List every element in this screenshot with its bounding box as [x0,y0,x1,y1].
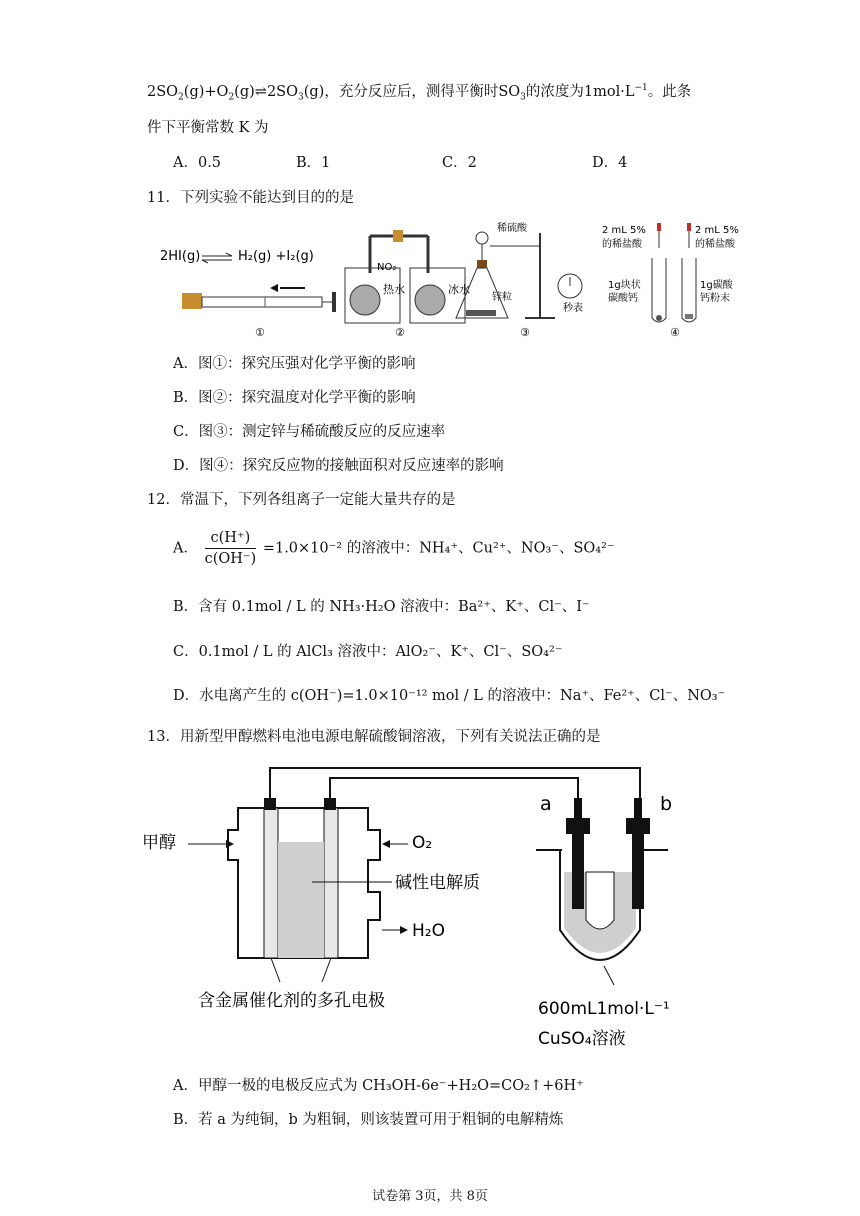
q12-option-a[interactable]: A． $\frac{c(H^+)}{c(OH^-)}$ =1.0×10⁻² 的溶液中：NH₄⁺、Cu²⁺、NO₃⁻、SO₄²⁻ [173,530,615,567]
electrode-label: 含金属催化剂的多孔电极 [198,991,385,1011]
fig4-hcl-a2: 的稀盐酸 [602,239,642,250]
q13-option-a[interactable]: A．甲醇一极的电极反应式为 CH₃OH-6e⁻+H₂O=CO₂↑+6H⁺ [173,1078,584,1094]
q11-option-a[interactable]: A．图①：探究压强对化学平衡的影响 [173,356,416,372]
fig3-zinc-acid [456,221,583,339]
q10-option-d[interactable]: D．4 [592,155,628,171]
o2-label: O₂ [412,833,433,853]
electrolyte-label: 碱性电解质 [395,873,480,893]
q10-option-c[interactable]: C．2 [442,155,477,171]
q10-option-b[interactable]: B．1 [296,155,331,171]
fig4-test-tubes [602,223,739,339]
fig4-powder-label2: 钙粉末 [700,293,730,304]
q10-line2: 件下平衡常数 K 为 [147,120,269,136]
fig2-number: ② [395,326,405,339]
fig2-no2-label: NO₂ [377,262,397,273]
fig1-syringe [160,249,336,339]
q11-option-b[interactable]: B．图②：探究温度对化学平衡的影响 [173,390,416,406]
q11-option-c[interactable]: C．图③：测定锌与稀硫酸反应的反应速率 [173,424,446,440]
fig3-acid-label: 稀硫酸 [497,223,527,234]
q13-figure [140,760,740,1060]
fig4-block-label: 1g块状 [608,280,641,291]
fig2-ice-water: 冰水 [448,283,470,296]
fig3-zinc-label: 锌粒 [492,292,512,303]
fig2-hot-water: 热水 [383,283,405,296]
q12-stem: 12．常温下，下列各组离子一定能大量共存的是 [147,492,456,508]
fig4-hcl-b2: 的稀盐酸 [695,239,735,250]
q12-a-fraction: $\frac{c(H^+)}{c(OH^-)}$ [204,530,257,567]
q11-figure [140,218,760,343]
q12-option-d[interactable]: D．水电离产生的 c(OH⁻)=1.0×10⁻¹² mol / L 的溶液中：Na⁺、Fe²⁺、Cl⁻、NO₃⁻ [173,688,726,704]
fig4-block-label2: 碳酸钙 [608,293,638,304]
solution-label-2: CuSO₄溶液 [538,1029,626,1049]
q11-stem: 11．下列实验不能达到目的的是 [147,190,354,206]
h2o-label: H₂O [412,921,445,941]
fig2-no2-flasks [345,230,470,339]
solution-label-1: 600mL1mol·L⁻¹ [538,999,670,1019]
q10-equation-line: $2SO_2(g)+O_2(g)\rightleftharpoons 2SO_3(g)$，充分反应后，测得平衡时$SO_3$的浓度为$1mol\cdot L^{-1}$。此条 [147,83,692,103]
q13-option-b[interactable]: B．若 a 为纯铜，b 为粗铜，则该装置可用于粗铜的电解精炼 [173,1112,564,1128]
page-footer: 试卷第 3页，共 8页 [372,1189,488,1204]
fig3-number: ③ [520,326,530,339]
methanol-label: 甲醇 [142,833,176,853]
fig1-eq-right: H₂(g) +I₂(g) [238,249,314,264]
q11-option-d[interactable]: D．图④：探究反应物的接触面积对反应速率的影响 [173,458,504,474]
electrode-b-label: b [660,793,673,815]
q10-option-a[interactable]: A．0.5 [173,155,222,171]
fig1-number: ① [255,326,265,339]
q12-option-c[interactable]: C．0.1mol / L 的 AlCl₃ 溶液中：AlO₂⁻、K⁺、Cl⁻、SO₄²⁻ [173,644,563,660]
fig1-eq-left: 2HI(g) [160,249,201,264]
fig4-powder-label: 1g碳酸 [700,280,733,291]
fig4-hcl-a: 2 mL 5% [602,225,646,236]
fig4-number: ④ [670,326,680,339]
q12-option-b[interactable]: B．含有 0.1mol / L 的 NH₃·H₂O 溶液中：Ba²⁺、K⁺、Cl⁻、I⁻ [173,599,590,615]
q13-stem: 13．用新型甲醇燃料电池电源电解硫酸铜溶液，下列有关说法正确的是 [147,729,601,745]
fig4-hcl-b: 2 mL 5% [695,225,739,236]
fig3-stopwatch-label: 秒表 [563,303,583,314]
electrode-a-label: a [540,793,552,815]
